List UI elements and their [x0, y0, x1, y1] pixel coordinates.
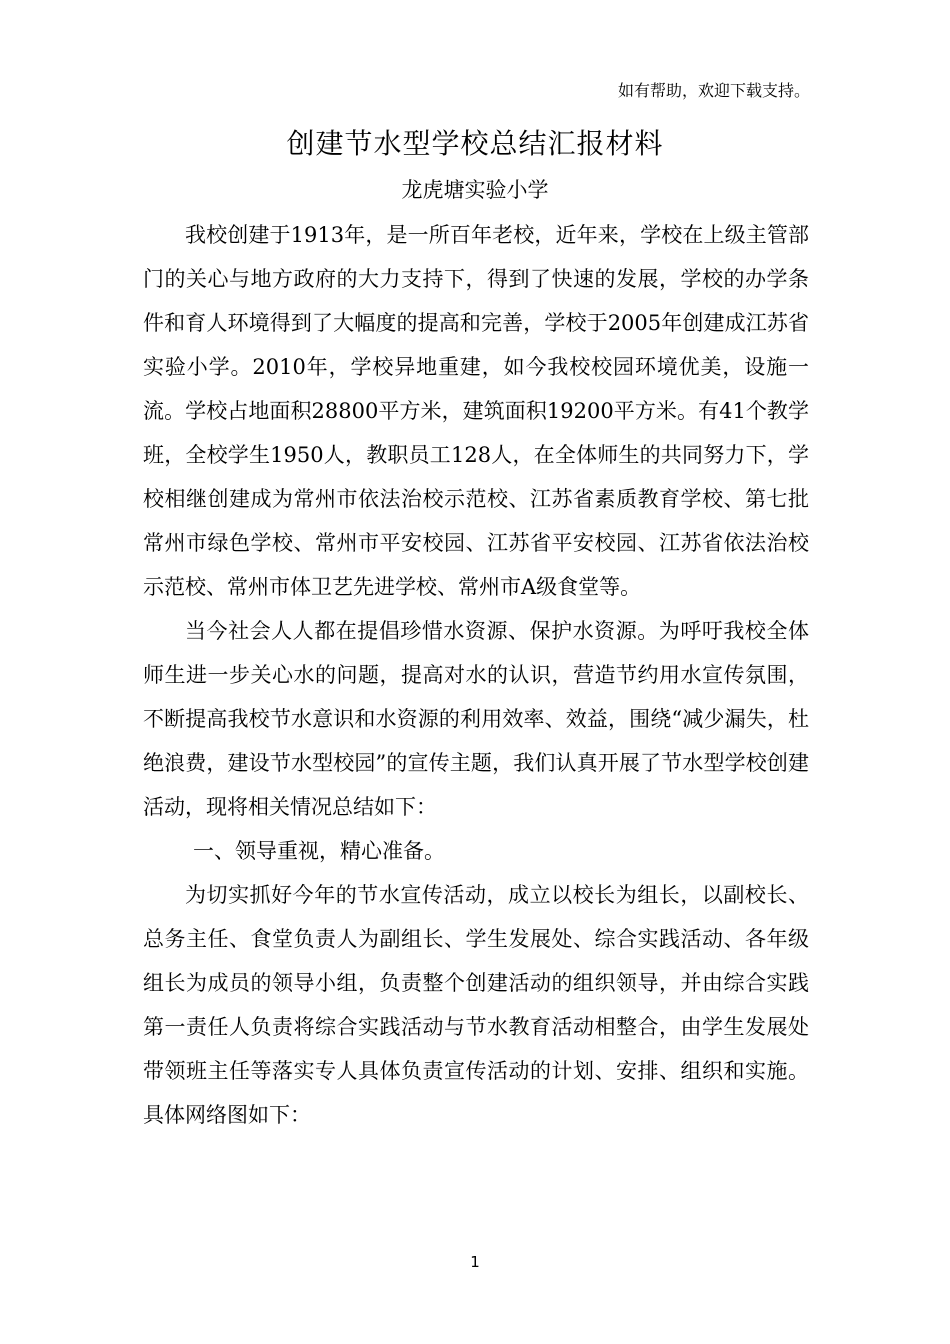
- section-heading: 一、领导重视，精心准备。: [193, 839, 445, 863]
- document-body: [143, 213, 809, 1137]
- document-subtitle: 龙虎塘实验小学: [401, 178, 549, 202]
- document-title: 创建节水型学校总结汇报材料: [286, 127, 664, 160]
- page-number: 1: [470, 1253, 480, 1271]
- paragraph-school-intro: 我校创建于1913年，是一所百年老校，近年来，学校在上级主管部门的关心与地方政府的大力支持下，得到了快速的发展，学校的办学条件和育人环境得到了大幅度的提高和完善，学校于2005年创建成江苏省实验小学。2010年，学校异地重建，如今我校校园环境优美，设施一流。学校占地面积28800平方米，建筑面积19200平方米。有41个教学班，全校学生1950人，教职员工128人，在全体师生的共同努力下，学校相继创建成为常州市依法治校示范校、江苏省素质教育学校、第七批常州市绿色学校、常州市平安校园、江苏省平安校园、江苏省依法治校示范校、常州市体卫艺先进学校、常州市A级食堂等。: [143, 223, 809, 599]
- paragraph-water-saving-intro: 当今社会人人都在提倡珍惜水资源、保护水资源。为呼吁我校全体师生进一步关心水的问题，提高对水的认识，营造节约用水宣传氛围，不断提高我校节水意识和水资源的利用效率、效益，围绕“减少漏失，杜绝浪费，建设节水型校园”的宣传主题，我们认真开展了节水型学校创建活动，现将相关情况总结如下：: [143, 619, 809, 819]
- paragraph-leadership: 为切实抓好今年的节水宣传活动，成立以校长为组长，以副校长、总务主任、食堂负责人为副组长、学生发展处、综合实践活动、各年级组长为成员的领导小组，负责整个创建活动的组织领导，并由综合实践第一责任人负责将综合实践活动与节水教育活动相整合，由学生发展处带领班主任等落实专人具体负责宣传活动的计划、安排、组织和实施。具体网络图如下：: [143, 883, 809, 1127]
- header-note: 如有帮助，欢迎下载支持。: [617, 81, 810, 100]
